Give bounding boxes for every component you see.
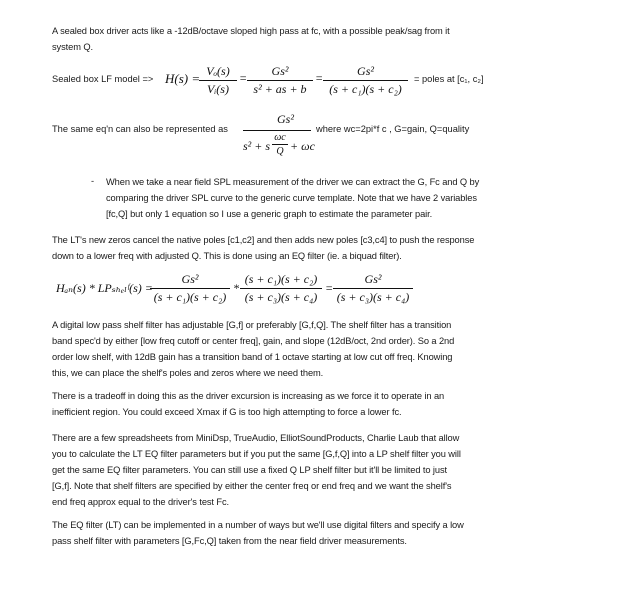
equation-2-numerator: Gs² xyxy=(277,112,294,126)
shelf-line-2: band spec'd by either [low freq cutoff or center freq], gain, and slope (12dB/oct, 2nd order). So a 2nd xyxy=(52,336,455,346)
inner-fraction-denominator: Q xyxy=(276,146,284,157)
fraction-1-numerator: Vₒ(s) xyxy=(199,64,237,81)
eq3-fraction-3-numerator: Gs² xyxy=(333,272,413,289)
equation-2-inner-fraction xyxy=(272,132,288,157)
equation-2-label: The same eq'n can also be represented as xyxy=(52,124,228,134)
shelf-filter-paragraph xyxy=(52,317,572,381)
equals-sign: = xyxy=(239,71,248,85)
equation-3-fraction-3 xyxy=(333,272,413,305)
shelf-line-3: order low shelf, with 12dB gain has a transition band of 1 octave starting at low cut off freq. Knowing xyxy=(52,352,453,362)
multiply-sign: * xyxy=(233,281,239,295)
bullet-line-3: [fc,Q] but only 1 equation so I use a generic graph to estimate the parameter pair. xyxy=(106,209,433,219)
intro-line-2: system Q. xyxy=(52,42,93,52)
lt-paragraph xyxy=(52,232,572,264)
tradeoff-line-1: There is a tradeoff in doing this as the driver excursion is increasing as we force it to operate in an xyxy=(52,391,445,401)
equation-1-fraction-1 xyxy=(199,64,237,97)
eq3-fraction-1-numerator: Gs² xyxy=(150,272,230,289)
equation-3-lhs: Hₐₙ(s) * LPₛₕₑₗᶠ(s) = xyxy=(56,281,153,295)
equation-1-poles-note: = poles at [c₁, c₂] xyxy=(414,74,484,84)
equation-2-note: where wc=2pi*f c , G=gain, Q=quality xyxy=(316,124,470,134)
bullet-paragraph xyxy=(106,174,576,222)
equation-1-label: Sealed box LF model => xyxy=(52,74,154,84)
shelf-line-4: this, we can place the shelf's poles and zeros where we need them. xyxy=(52,368,324,378)
lt-line-2: down to a lower freq with adjusted Q. This is done using an EQ filter (ie. a biquad filter). xyxy=(52,251,402,261)
equation-1-fraction-3 xyxy=(323,64,408,97)
equation-1-lhs: H(s) = xyxy=(165,71,201,86)
spreadsheets-paragraph xyxy=(52,430,572,510)
lt-line-1: The LT's new zeros cancel the native poles [c1,c2] and then adds new poles [c3,c4] to push the response xyxy=(52,235,475,245)
spreadsheets-line-2: you to calculate the LT EQ filter parameters but if you put the same [G,f,Q] into a LP shelf filter you will xyxy=(52,449,461,459)
tradeoff-paragraph xyxy=(52,388,572,420)
fraction-2-numerator: Gs² xyxy=(247,64,313,81)
intro-paragraph xyxy=(52,23,572,55)
eq3-fraction-2-numerator: (s + c₁)(s + c₂) xyxy=(240,272,322,289)
bullet-line-2: comparing the driver SPL curve to the generic curve template. Note that we have 2 variables xyxy=(106,193,477,203)
equals-sign: = xyxy=(325,281,334,295)
implementation-line-2: pass shelf filter with parameters [G,Fc,Q] taken from the near field driver measurements. xyxy=(52,536,407,546)
equation-2-denominator-start: s² + s xyxy=(243,139,271,153)
spreadsheets-line-1: There are a few spreadsheets from MiniDsp, TrueAudio, ElliotSoundProducts, Charlie Laub that allow xyxy=(52,433,460,443)
tradeoff-line-2: inefficient region. You could exceed Xmax if G is too high attempting to force a lower fc. xyxy=(52,407,402,417)
equation-2-fraction-bar xyxy=(243,130,311,131)
equation-2-denominator-end: + ωc xyxy=(290,139,315,153)
spreadsheets-line-4: [G,f]. Note that shelf filters are specified by either the center freq or end freq and we want the shelf's xyxy=(52,481,452,491)
intro-line-1: A sealed box driver acts like a -12dB/octave sloped high pass at fc, with a possible peak/sag from it xyxy=(52,26,450,36)
eq3-fraction-2-denominator: (s + c₃)(s + c₄) xyxy=(244,290,318,304)
spreadsheets-line-5: end freq approx equal to the driver's test Fc. xyxy=(52,497,230,507)
equation-1-fraction-2 xyxy=(247,64,313,97)
eq3-fraction-3-denominator: (s + c₃)(s + c₄) xyxy=(336,290,410,304)
spreadsheets-line-3: get the same EQ filter parameters. You can still use a fixed Q LP shelf filter but it'll be limited to just xyxy=(52,465,447,475)
equation-3-fraction-1 xyxy=(150,272,230,305)
equals-sign: = xyxy=(315,71,324,85)
implementation-paragraph xyxy=(52,517,572,549)
fraction-1-denominator: Vᵢ(s) xyxy=(207,82,229,96)
fraction-2-denominator: s² + as + b xyxy=(253,82,307,96)
bullet-line-1: When we take a near field SPL measurement of the driver we can extract the G, Fc and Q by xyxy=(106,177,480,187)
implementation-line-1: The EQ filter (LT) can be implemented in a number of ways but we'll use digital filters and specify a low xyxy=(52,520,464,530)
fraction-3-denominator: (s + c₁)(s + c₂) xyxy=(329,82,402,96)
shelf-line-1: A digital low pass shelf filter has adjustable [G,f] or preferably [G,f,Q]. The shelf filter has a transition xyxy=(52,320,452,330)
fraction-3-numerator: Gs² xyxy=(323,64,408,81)
bullet-marker: - xyxy=(91,176,95,186)
inner-fraction-numerator: ωc xyxy=(272,132,288,145)
eq3-fraction-1-denominator: (s + c₁)(s + c₂) xyxy=(153,290,227,304)
equation-3-fraction-2 xyxy=(240,272,322,305)
